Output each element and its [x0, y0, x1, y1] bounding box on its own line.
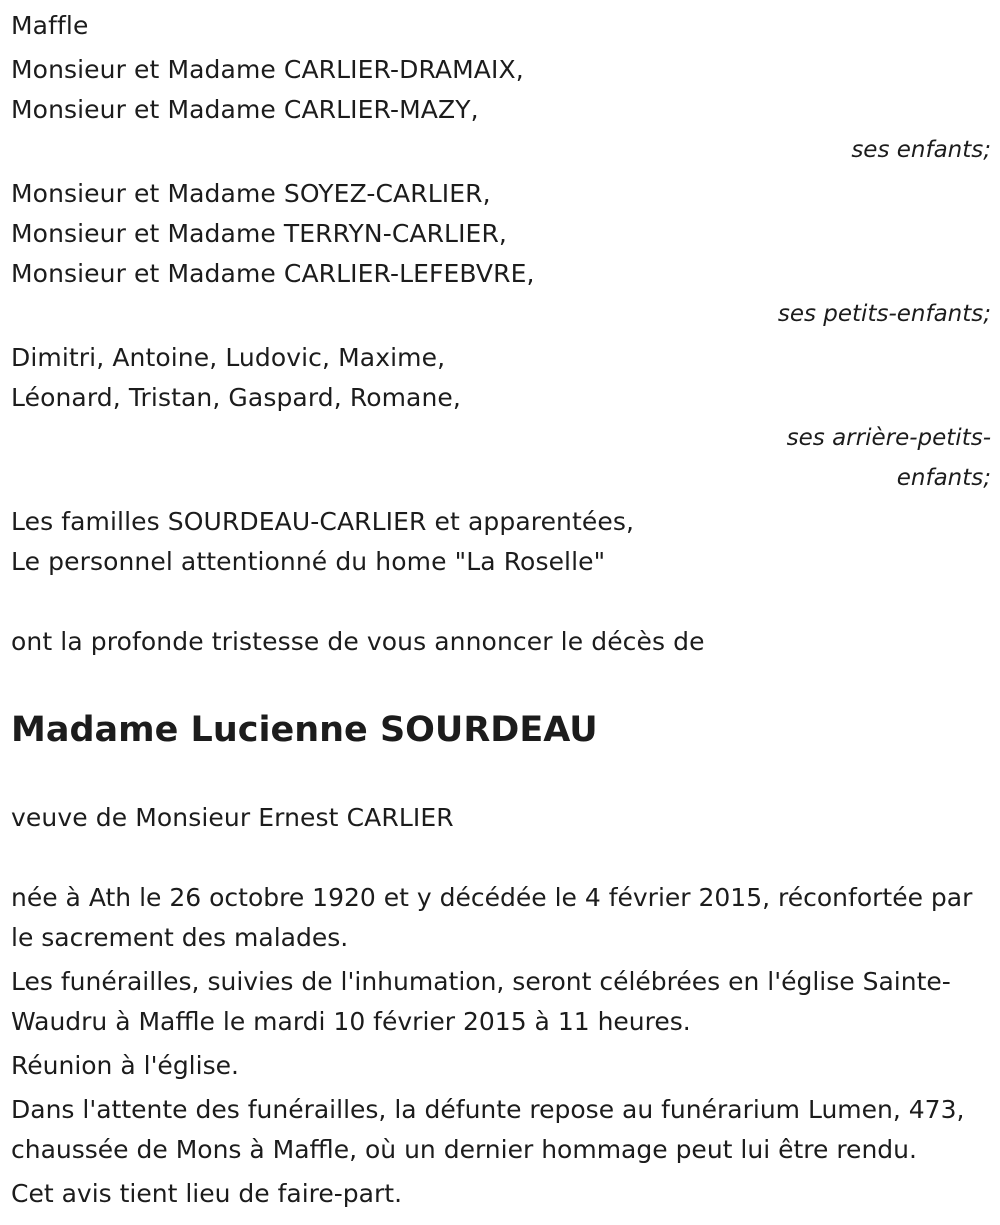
grandchild-name: Monsieur et Madame TERRYN-CARLIER, [11, 219, 507, 248]
funeral-paragraph: Les funérailles, suivies de l'inhumation, seront célébrées en l'église Sainte-Waudru à Maffle le mardi 10 février 2015 à 11 heures. [11, 967, 951, 1036]
great-grandchild-names: Léonard, Tristan, Gaspard, Romane, [11, 383, 461, 412]
grandchild-name: Monsieur et Madame SOYEZ-CARLIER, [11, 179, 491, 208]
closing-paragraph: Cet avis tient lieu de faire-part. [11, 1179, 403, 1208]
great-grandchildren-block [11, 338, 991, 498]
great-grandchildren-role-label-1: ses arrière-petits- [786, 425, 991, 451]
grandchildren-role-label: ses petits-enfants; [777, 301, 991, 327]
grandchild-name: Monsieur et Madame CARLIER-LEFEBVRE, [11, 259, 535, 288]
family-line: Les familles SOURDEAU-CARLIER et apparentées, [11, 507, 635, 536]
great-grandchild-names: Dimitri, Antoine, Ludovic, Maxime, [11, 343, 446, 372]
location-heading: Maffle [11, 11, 89, 40]
widow-of-text: veuve de Monsieur Ernest CARLIER [11, 803, 454, 832]
birth-death-paragraph: née à Ath le 26 octobre 1920 et y décédée le 4 février 2015, réconfortée par le sacrement des malades. [11, 883, 973, 952]
child-name: Monsieur et Madame CARLIER-MAZY, [11, 95, 479, 124]
families-block [11, 502, 991, 582]
children-block [11, 50, 991, 170]
great-grandchildren-role-label-2: enfants; [896, 465, 991, 491]
family-line: Le personnel attentionné du home "La Roselle" [11, 547, 606, 576]
deceased-name: Madame Lucienne SOURDEAU [11, 710, 598, 750]
meeting-paragraph: Réunion à l'église. [11, 1051, 239, 1080]
children-role-label: ses enfants; [851, 137, 991, 163]
grandchildren-block [11, 174, 991, 334]
funerarium-paragraph: Dans l'attente des funérailles, la défunte repose au funérarium Lumen, 473, chaussée de Mons à Maffle, où un dernier hommage peut lui être rendu. [11, 1095, 965, 1164]
child-name: Monsieur et Madame CARLIER-DRAMAIX, [11, 55, 524, 84]
announcement-text: ont la profonde tristesse de vous annoncer le décès de [11, 627, 705, 656]
obituary-notice [11, 6, 991, 1214]
